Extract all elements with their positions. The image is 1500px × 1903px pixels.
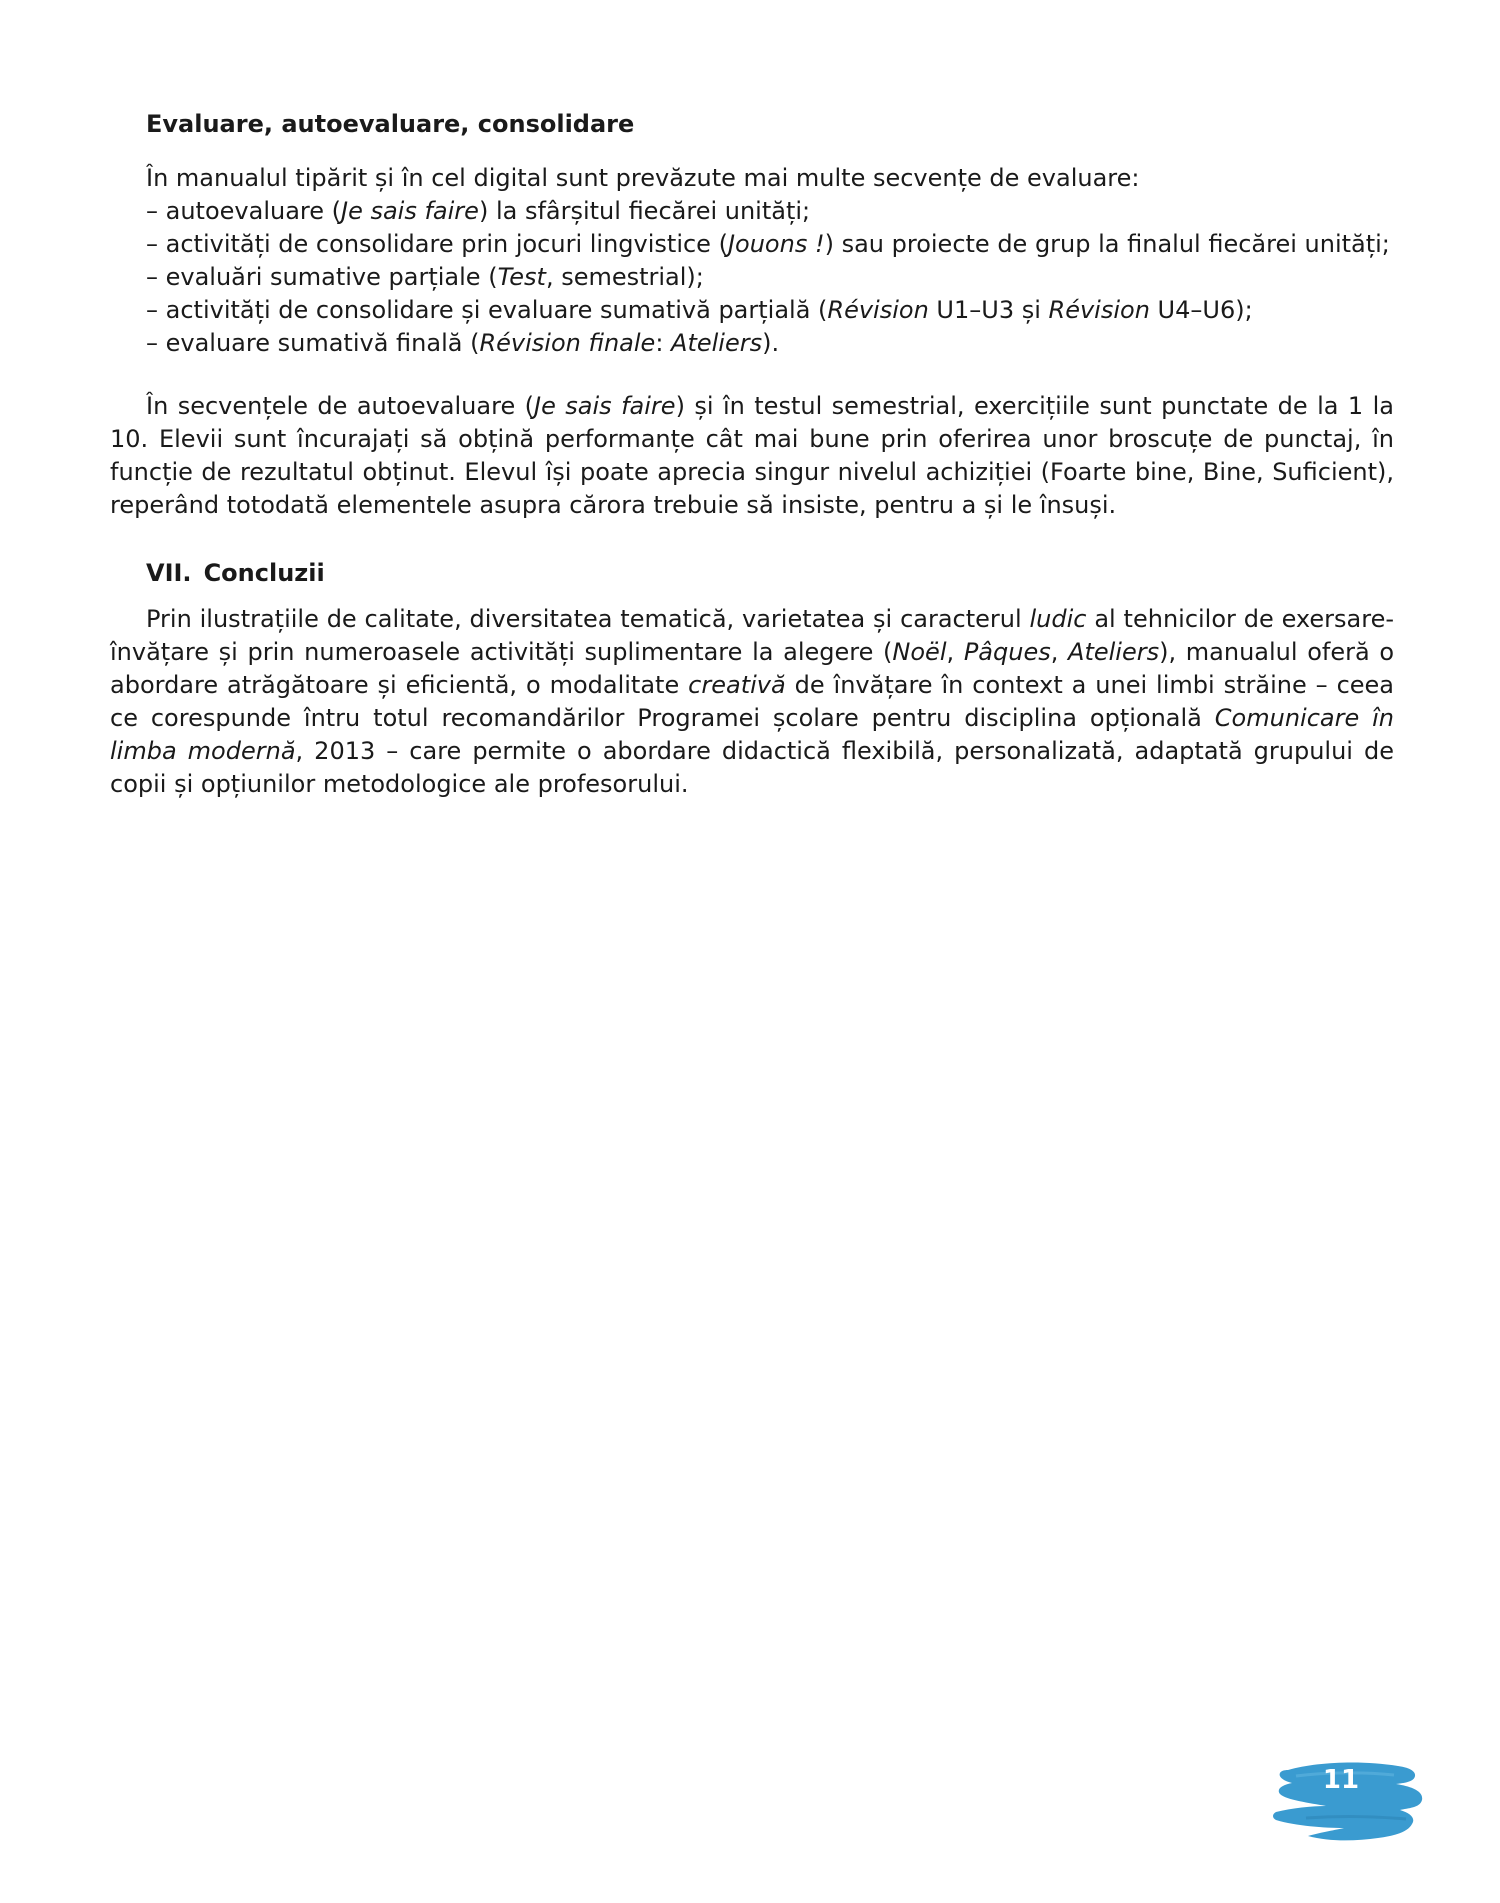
paragraph-italic: ludic [1029, 605, 1087, 633]
paragraph-text: al tehnicilor de exersare-învățare și prin numeroasele activități suplimentare la alegere ( [110, 605, 1395, 666]
evaluation-intro-block [146, 162, 1394, 360]
section-title: Concluzii [203, 559, 325, 587]
list-item-italic: Test [497, 263, 546, 291]
list-item-text: ). [762, 329, 780, 357]
autoevaluare-paragraph [110, 390, 1394, 522]
paragraph-text: de învățare în context a unei limbi străine – ceea ce corespunde întru totul recomandărilor Programei școlare pentru disciplina opțională [110, 671, 1394, 732]
paragraph-text: , [946, 638, 964, 666]
paragraph-text: În secvențele de autoevaluare ( [146, 392, 535, 420]
section-heading-concluzii [146, 557, 1394, 589]
paragraph-text: ), manualul oferă o abordare atrăgătoare și eficientă, o modalitate [110, 638, 1395, 699]
paragraph-italic: Je sais faire [534, 392, 676, 420]
list-item-italic: Je sais faire [341, 197, 479, 225]
concluzii-paragraph [110, 603, 1394, 801]
list-item-italic: Ateliers [671, 329, 763, 357]
evaluation-list [146, 195, 1394, 360]
section-heading-evaluare: Evaluare, autoevaluare, consolidare [146, 110, 635, 138]
paragraph-italic: creativă [688, 671, 786, 699]
list-item-text: – autoevaluare ( [146, 197, 341, 225]
list-item-italic: Révision [827, 296, 929, 324]
paragraph-text: , [1050, 638, 1069, 666]
paragraph-text: Prin ilustrațiile de calitate, diversitatea tematică, varietatea și caracterul [146, 605, 1030, 633]
list-item [146, 261, 1394, 294]
list-item [146, 327, 1394, 360]
list-item [146, 228, 1394, 261]
list-item-text: U1–U3 și [928, 296, 1049, 324]
list-item-text: – evaluare sumativă finală ( [146, 329, 480, 357]
list-item-text: ) sau proiecte de grup la finalul fiecărei unități; [824, 230, 1390, 258]
list-item-text: : [655, 329, 672, 357]
paragraph-text: , 2013 – care permite o abordare didactică flexibilă, personalizată, adaptată grupului de copii și opțiunilor metodologice ale profesorului. [110, 737, 1394, 798]
list-item-text: U4–U6); [1149, 296, 1253, 324]
list-item-text: – activități de consolidare prin jocuri lingvistice ( [146, 230, 728, 258]
section-number: VII. [146, 559, 192, 587]
list-item [146, 195, 1394, 228]
list-item-text: – activități de consolidare și evaluare sumativă parțială ( [146, 296, 828, 324]
list-item [146, 294, 1394, 327]
paragraph-italic: Noël [892, 638, 947, 666]
evaluation-intro: În manualul tipărit și în cel digital sunt prevăzute mai multe secvențe de evaluare: [146, 164, 1140, 192]
paragraph-text: ) și în testul semestrial, exercițiile sunt punctate de la 1 la 10. Elevii sunt încurajați să obțină performanțe cât mai bune prin oferirea unor broscuțe de punctaj, în funcție de rezultatul obținut. Elevul își poate aprecia singur nivelul achiziției (Foarte bine, Bine, Suficient), reperând totodată elementele asupra cărora trebuie să insiste, pentru a și le însuși. [110, 392, 1394, 519]
list-item-italic: Révision finale [479, 329, 656, 357]
list-item-italic: Jouons ! [727, 230, 825, 258]
page-number: 11 [1322, 1765, 1360, 1795]
list-item-text: – evaluări sumative parțiale ( [146, 263, 498, 291]
list-item-italic: Révision [1048, 296, 1150, 324]
list-item-text: ) la sfârșitul fiecărei unități; [478, 197, 811, 225]
paragraph-italic: Ateliers [1068, 638, 1160, 666]
paragraph-italic: Pâques [963, 638, 1051, 666]
paragraph-italic: Comunicare în limba modernă [110, 704, 1395, 765]
list-item-text: , semestrial); [545, 263, 704, 291]
page-content [110, 108, 1394, 801]
